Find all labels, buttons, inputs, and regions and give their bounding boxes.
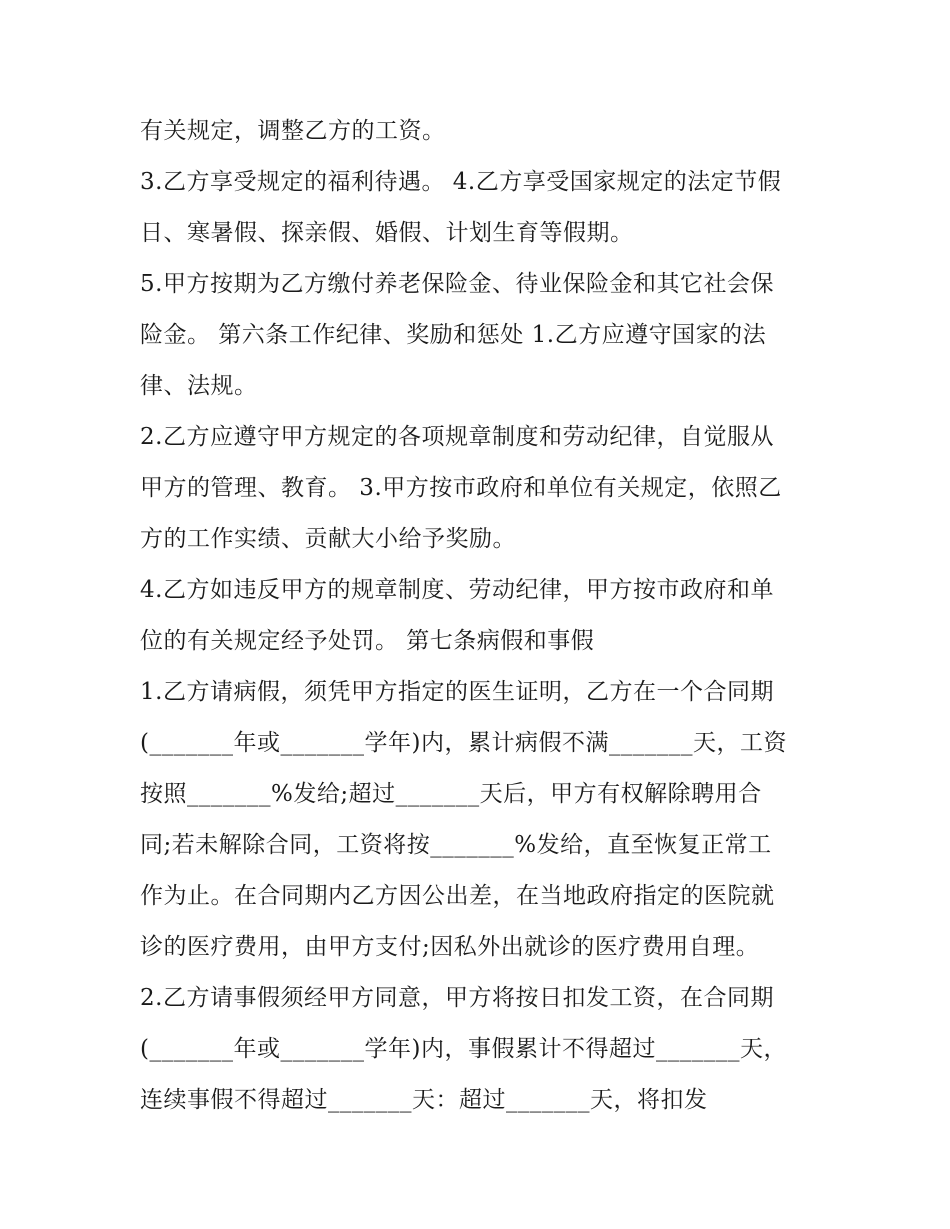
text-line: 方的工作实绩、贡献大小给予奖励。 xyxy=(140,526,516,552)
text-line: 2.乙方请事假须经甲方同意，甲方将按日扣发工资，在合同期 xyxy=(140,985,774,1011)
text-line: 2.乙方应遵守甲方规定的各项规章制度和劳动纪律，自觉服从 xyxy=(140,424,774,450)
text-line: 甲方的管理、教育。 3.甲方按市政府和单位有关规定，依照乙 xyxy=(140,475,782,501)
text-line: 诊的医疗费用，由甲方支付;因私外出就诊的医疗费用自理。 xyxy=(140,934,760,960)
text-line: 险金。 第六条工作纪律、奖励和惩处 1.乙方应遵守国家的法 xyxy=(140,322,767,348)
text-line: 4.乙方如违反甲方的规章制度、劳动纪律，甲方按市政府和单 xyxy=(140,577,774,603)
text-line: 律、法规。 xyxy=(140,373,258,399)
text-line: 位的有关规定经予处罚。 第七条病假和事假 xyxy=(140,628,595,654)
document-body xyxy=(140,106,820,1126)
text-line: 5.甲方按期为乙方缴付养老保险金、待业保险金和其它社会保 xyxy=(140,271,774,297)
text-line: 有关规定，调整乙方的工资。 xyxy=(140,118,446,144)
text-line: 连续事假不得超过_______天：超过_______天，将扣发 xyxy=(140,1087,708,1113)
text-line: 3.乙方享受规定的福利待遇。 4.乙方享受国家规定的法定节假 xyxy=(140,169,782,195)
text-line: 1.乙方请病假，须凭甲方指定的医生证明，乙方在一个合同期 xyxy=(140,679,774,705)
text-line: 按照_______%发给;超过_______天后，甲方有权解除聘用合 xyxy=(140,781,762,807)
text-line: 作为止。在合同期内乙方因公出差，在当地政府指定的医院就 xyxy=(140,883,775,909)
text-line: 同;若未解除合同，工资将按_______%发给，直至恢复正常工 xyxy=(140,832,772,858)
text-line: (_______年或_______学年)内，事假累计不得超过_______天， xyxy=(140,1036,787,1062)
text-line: 日、寒暑假、探亲假、婚假、计划生育等假期。 xyxy=(140,220,634,246)
text-line: (_______年或_______学年)内，累计病假不满_______天，工资 xyxy=(140,730,787,756)
